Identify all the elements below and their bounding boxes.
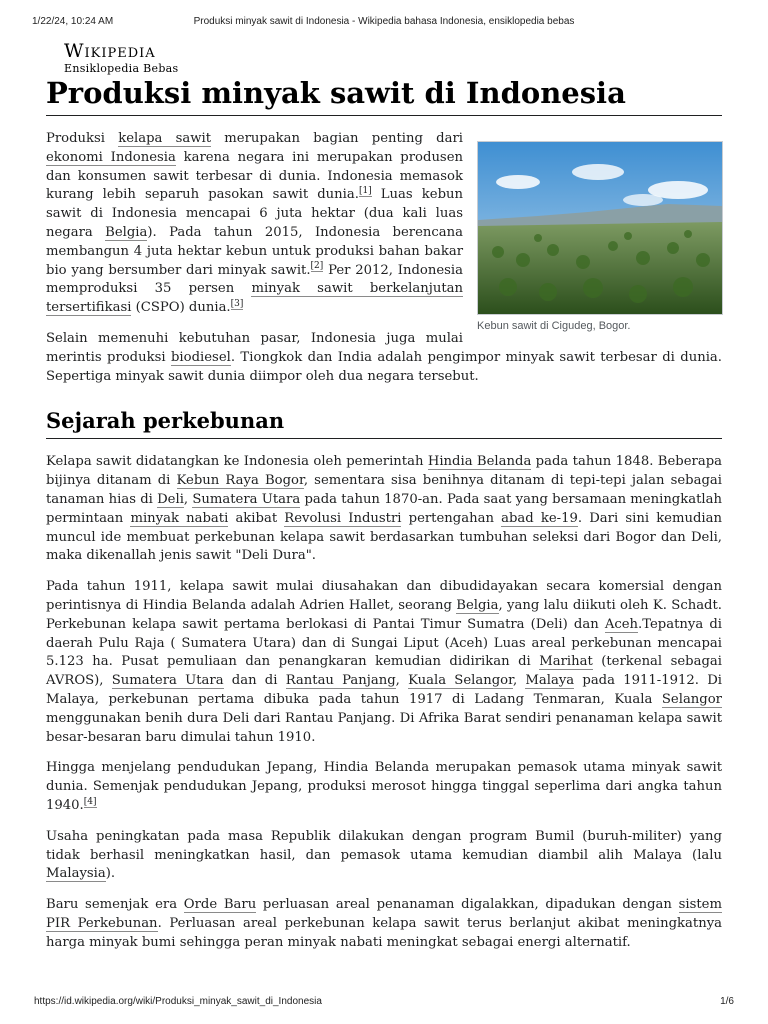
wiki-link[interactable]: Belgia <box>456 597 499 613</box>
print-page-title: Produksi minyak sawit di Indonesia - Wikipedia bahasa Indonesia, ensiklopedia bebas <box>193 16 575 27</box>
wiki-link[interactable]: Kebun Raya Bogor <box>176 473 304 489</box>
reference-link[interactable]: [4] <box>83 796 97 807</box>
citation <box>231 299 244 310</box>
reference-link[interactable]: [1] <box>358 186 372 196</box>
text-run: , sementara sisa benihnya ditanam di tepi-tepi jalan sebagai tanaman hias di <box>46 473 722 507</box>
text-run: (CSPO) dunia. <box>131 300 231 316</box>
wiki-link[interactable]: Aceh <box>604 616 639 632</box>
history-paragraph-5 <box>46 896 722 952</box>
page-title: Produksi minyak sawit di Indonesia <box>46 73 722 116</box>
text-run: .Tepatnya di daerah Pulu Raja ( Sumatera Utara) dan di Sungai Liput (Aceh) Luas areal perkebunan mencapai 5.123 ha. Pusat pemuliaan dan penangkaran kemudian didirikan di <box>46 616 722 670</box>
print-page-number: 1/6 <box>720 996 734 1007</box>
text-run: Per 2012, Indonesia memproduksi 35 persen <box>46 262 463 297</box>
text-run: perluasan areal penanaman digalakkan, dipadukan dengan <box>256 897 679 913</box>
history-paragraph-2 <box>46 578 722 747</box>
text-run: Produksi <box>46 131 119 146</box>
text-run: merupakan bagian penting dari <box>211 131 463 146</box>
wikipedia-logo[interactable] <box>64 40 179 75</box>
text-run: Luas kebun sawit di Indonesia mencapai 6 juta hektar (dua kali luas negara <box>46 187 463 240</box>
wiki-link[interactable]: Rantau Panjang <box>285 673 396 689</box>
wiki-link[interactable]: Marihat <box>539 654 593 670</box>
print-header <box>0 16 768 30</box>
text-run: pertengahan <box>401 510 502 526</box>
text-run: Kelapa sawit didatangkan ke Indonesia oleh pemerintah <box>46 454 428 470</box>
wiki-link[interactable]: Sumatera Utara <box>111 673 224 689</box>
wiki-link[interactable]: minyak sawit berkelanjutan tersertifikasi <box>46 281 463 316</box>
citation <box>84 797 97 808</box>
wiki-link[interactable]: Belgia <box>105 224 148 240</box>
wiki-link[interactable]: kelapa sawit <box>118 131 212 146</box>
wiki-link[interactable]: Malaya <box>525 673 575 689</box>
wiki-link[interactable]: Orde Baru <box>183 897 257 913</box>
print-datetime: 1/22/24, 10:24 AM <box>32 16 114 27</box>
wiki-link[interactable]: Kuala Selangor <box>408 673 513 689</box>
print-footer <box>0 996 768 1010</box>
wiki-link[interactable]: sistem PIR Perkebunan <box>46 897 722 931</box>
text-run: ). <box>105 866 116 882</box>
text-run: menggunakan benih dura Deli dari Rantau Panjang. Di Afrika Barat sendiri penanaman kelapa sawit besar-besaran baru dimulai tahun 1910. <box>46 710 722 745</box>
section-heading-sejarah: Sejarah perkebunan <box>46 408 722 439</box>
wiki-link[interactable]: Revolusi Industri <box>284 510 402 526</box>
history-paragraph-4 <box>46 828 722 884</box>
palm-plantation-photo[interactable] <box>477 141 723 315</box>
history-paragraph-3 <box>46 759 722 815</box>
text-run: karena negara ini merupakan produsen dan konsumen sawit terbesar di dunia. Indonesia memasok kurang lebih separuh pasokan sawit dunia. <box>46 149 463 203</box>
wiki-link[interactable]: Hindia Belanda <box>427 454 532 470</box>
reference-link[interactable]: [2] <box>310 261 324 272</box>
text-run: , yang lalu diikuti oleh K. Schadt. Perkebunan kelapa sawit pertama berlokasi di Pantai Timur Sumatra (Deli) dan <box>46 597 722 632</box>
text-run: . Perluasan areal perkebunan kelapa sawit terus berlanjut akibat meningkatnya harga minyak bumi sehingga peran minyak nabati meningkat sebagai energi alternatif. <box>46 915 723 950</box>
text-run: pada tahun 1870-an. Pada saat yang bersamaan meningkatlah permintaan <box>46 491 722 526</box>
logo-wordmark-text: Wikipedia <box>64 40 156 62</box>
text-run: ). Pada tahun 2015, Indonesia berencana membangun 4 juta hektar kebun untuk produksi bahan bakar bio yang bersumber dari minyak sawit. <box>46 224 463 278</box>
wiki-link[interactable]: biodiesel <box>170 349 231 365</box>
text-run: Baru semenjak era <box>46 897 184 913</box>
text-run: dan di <box>223 673 286 689</box>
wiki-link[interactable]: abad ke-19 <box>501 510 578 526</box>
wiki-link[interactable]: Deli <box>157 491 184 507</box>
text-run: , <box>395 673 409 689</box>
intro-paragraph-2 <box>46 330 722 386</box>
article-content <box>46 130 722 964</box>
text-run: . Tiongkok dan India adalah pengimpor minyak sawit terbesar di dunia. Sepertiga minyak sawit dunia diimpor oleh dua negara tersebut. <box>46 349 722 384</box>
text-run: , <box>183 491 193 507</box>
text-run: pada 1911-1912. Di Malaya, perkebunan pertama dibuka pada tahun 1917 di Ladang Tenmaran, Kuala <box>46 673 722 707</box>
text-run: Usaha peningkatan pada masa Republik dilakukan dengan program Bumil (buruh-militer) yang tidak berhasil meningkatkan hasil, dan pemasok utama kemudian diambil alih Malaya (lalu <box>46 828 722 863</box>
reference-link[interactable]: [3] <box>230 298 244 309</box>
text-run: akibat <box>228 510 285 526</box>
wiki-link[interactable]: Sumatera Utara <box>192 491 301 507</box>
text-run: pada tahun 1848. Beberapa bijinya ditanam di <box>46 454 723 489</box>
wiki-link[interactable]: Malaysia <box>46 866 106 882</box>
print-url: https://id.wikipedia.org/wiki/Produksi_minyak_sawit_di_Indonesia <box>34 996 322 1007</box>
text-run: Pada tahun 1911, kelapa sawit mulai diusahakan dan dibudidayakan secara komersial dengan perintisnya di Hindia Belanda adalah Adrien Hallet, seorang <box>46 579 722 613</box>
palm-plantation-image <box>478 142 722 314</box>
figure-caption: Kebun sawit di Cigudeg, Bogor. <box>477 320 631 332</box>
text-run: , <box>512 673 526 689</box>
logo-tagline: Ensiklopedia Bebas <box>64 62 179 75</box>
figure <box>477 141 722 333</box>
citation <box>359 186 372 197</box>
wiki-link[interactable]: minyak nabati <box>130 510 229 526</box>
history-paragraph-1 <box>46 453 722 566</box>
wiki-link[interactable]: Selangor <box>661 691 722 707</box>
logo-wordmark <box>64 40 179 62</box>
wiki-link[interactable]: ekonomi Indonesia <box>46 149 176 165</box>
citation <box>311 261 324 272</box>
text-run: Hingga menjelang pendudukan Jepang, Hindia Belanda merupakan pemasok utama minyak sawit dunia. Semenjak pendudukan Jepang, produksi merosot hingga tinggal seperlima dari angka tahun 1940. <box>46 760 722 813</box>
text-run: (terkenal sebagai AVROS), <box>46 654 723 689</box>
text-run: Selain memenuhi kebutuhan pasar, Indonesia juga mulai merintis produksi <box>46 330 463 365</box>
text-run: . Dari sini kemudian muncul ide membuat perkebunan kelapa sawit berdasarkan tumbuhan seleksi dari Bogor dan Deli, maka dikenallah jenis sawit "Deli Dura". <box>46 510 722 564</box>
